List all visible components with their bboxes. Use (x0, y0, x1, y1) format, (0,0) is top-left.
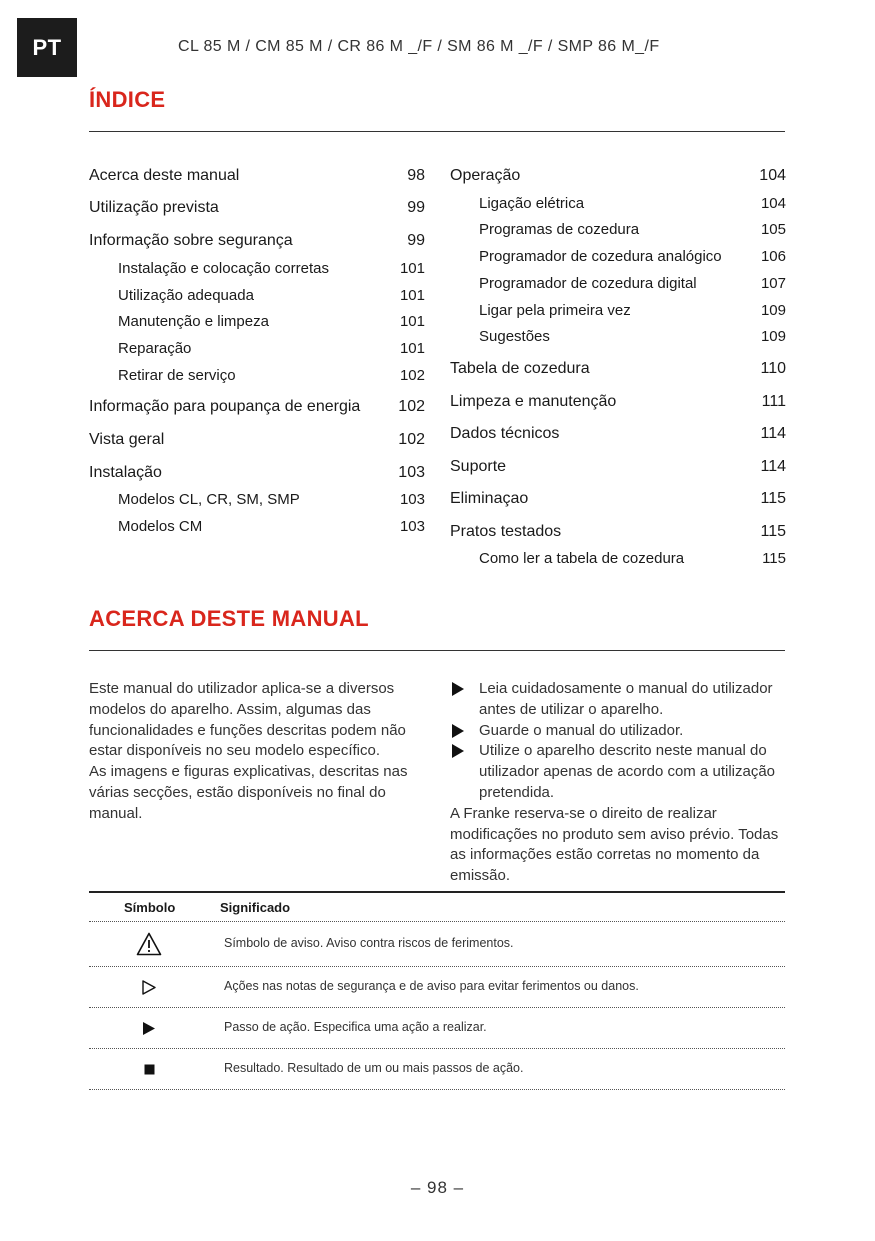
action-list (450, 679, 790, 887)
toc-entry-page: 101 (399, 340, 425, 357)
toc-entry-page: 103 (399, 491, 425, 508)
toc-entry-page: 98 (407, 167, 425, 184)
toc-entry-label: Retirar de serviço (118, 367, 236, 384)
toc-entry[interactable] (450, 523, 786, 541)
toc-entry-page: 109 (760, 328, 786, 345)
toc-entry-page: 109 (760, 302, 786, 319)
toc-entry-label: Instalação e colocação corretas (118, 260, 329, 277)
table-header (89, 893, 785, 921)
table-row (89, 1008, 785, 1048)
toc-entry-label: Programador de cozedura digital (479, 275, 697, 292)
toc-entry-label: Modelos CL, CR, SM, SMP (118, 491, 300, 508)
toc-entry-label: Sugestões (479, 328, 550, 345)
toc-entry-page: 104 (759, 167, 786, 184)
toc-subentry[interactable] (450, 550, 786, 567)
toc-entry-page: 99 (407, 232, 425, 249)
toc-entry[interactable] (450, 393, 786, 411)
toc-entry-label: Pratos testados (450, 523, 562, 540)
row-meaning: Símbolo de aviso. Aviso contra riscos de ferimentos. (224, 936, 514, 950)
toc-entry[interactable] (450, 425, 786, 443)
row-divider (89, 1089, 785, 1090)
warning-triangle-icon (136, 931, 162, 957)
about-divider (89, 650, 785, 651)
toc-subentry[interactable] (89, 313, 425, 330)
outline-triangle-icon (136, 979, 162, 995)
toc-entry-page: 102 (399, 367, 425, 384)
toc-entry-label: Instalação (89, 464, 162, 481)
toc-entry-page: 115 (762, 550, 786, 567)
toc-entry-label: Tabela de cozedura (450, 360, 590, 377)
toc-subentry[interactable] (450, 195, 786, 212)
toc-entry-page: 106 (760, 248, 786, 265)
toc-entry-label: Manutenção e limpeza (118, 313, 269, 330)
action-step (450, 679, 790, 721)
intro-paragraph: Este manual do utilizador aplica-se a diversos modelos do aparelho. Assim, algumas das funcionalidades e funções descritas podem não estar disponíveis no seu modelo específico. (89, 680, 406, 760)
toc-entry-label: Ligação elétrica (479, 195, 585, 212)
row-meaning: Passo de ação. Especifica uma ação a realizar. (224, 1020, 487, 1034)
toc-entry-page: 101 (399, 287, 425, 304)
toc-entry-label: Programador de cozedura analógico (479, 248, 722, 265)
toc-entry-label: Dados técnicos (450, 425, 560, 442)
toc-entry-page: 99 (407, 199, 425, 216)
toc-entry-page: 111 (761, 393, 786, 410)
action-step (450, 721, 790, 742)
table-row (89, 1049, 785, 1089)
toc-entry[interactable] (450, 167, 786, 185)
toc-entry-page: 101 (399, 260, 425, 277)
franke-notice: A Franke reserva-se o direito de realizar modificações no produto sem aviso prévio. Todas as informações estão corretas no momento da emissão. (450, 804, 779, 885)
toc-subentry[interactable] (89, 491, 425, 508)
model-list: CL 85 M / CM 85 M / CR 86 M _/F / SM 86 M _/F / SMP 86 M_/F (178, 38, 660, 55)
toc-entry-page: 110 (760, 360, 786, 377)
toc-entry-page: 102 (398, 431, 425, 448)
row-meaning: Ações nas notas de segurança e de aviso para evitar ferimentos ou danos. (224, 979, 639, 993)
filled-square-icon (136, 1061, 162, 1077)
toc-subentry[interactable] (450, 328, 786, 345)
toc-entry[interactable] (89, 232, 425, 250)
toc-entry-label: Acerca deste manual (89, 167, 240, 184)
toc-entry-label: Limpeza e manutenção (450, 393, 617, 410)
toc-entry[interactable] (450, 458, 786, 476)
toc-entry-label: Modelos CM (118, 518, 203, 535)
toc-subentry[interactable] (89, 340, 425, 357)
toc-entry-label: Informação sobre segurança (89, 232, 293, 249)
toc-entry-page: 115 (760, 490, 786, 507)
toc-entry-page: 114 (760, 425, 786, 442)
about-title: ACERCA DESTE MANUAL (89, 606, 369, 631)
action-step-text: Utilize o aparelho descrito neste manual do utilizador apenas de acordo com a utilização pretendida. (479, 742, 776, 801)
toc-entry[interactable] (450, 490, 786, 508)
toc-entry-label: Programas de cozedura (479, 221, 640, 238)
toc-entry-page: 104 (760, 195, 786, 212)
toc-entry-page: 105 (760, 221, 786, 238)
toc-entry-label: Informação para poupança de energia (89, 398, 361, 415)
toc-entry-label: Ligar pela primeira vez (479, 302, 631, 319)
action-step-icon (452, 724, 464, 738)
toc-entry[interactable] (89, 167, 425, 185)
table-row (89, 967, 785, 1007)
toc-entry-label: Reparação (118, 340, 192, 357)
toc-subentry[interactable] (450, 221, 786, 238)
toc-subentry[interactable] (89, 518, 425, 535)
table-row (89, 922, 785, 966)
toc-entry-label: Vista geral (89, 431, 165, 448)
action-step-icon (452, 744, 464, 758)
toc-subentry[interactable] (89, 367, 425, 384)
intro-text (89, 679, 419, 825)
toc-entry-page: 115 (760, 523, 786, 540)
toc-entry-label: Como ler a tabela de cozedura (479, 550, 685, 567)
header-meaning: Significado (220, 900, 291, 915)
toc-subentry[interactable] (450, 275, 786, 292)
toc-entry[interactable] (450, 360, 786, 378)
toc-entry-label: Utilização prevista (89, 199, 219, 216)
toc-entry-label: Eliminaçao (450, 490, 529, 507)
row-meaning: Resultado. Resultado de um ou mais passos de ação. (224, 1061, 524, 1075)
intro-paragraph: As imagens e figuras explicativas, descritas nas várias secções, estão disponíveis no final do manual. (89, 763, 408, 822)
toc-entry[interactable] (89, 464, 425, 482)
action-step-icon (452, 682, 464, 696)
toc-entry-label: Utilização adequada (118, 287, 254, 304)
index-divider (89, 131, 785, 132)
action-step-text: Guarde o manual do utilizador. (479, 721, 684, 739)
toc-subentry[interactable] (89, 260, 425, 277)
language-badge: PT (17, 18, 77, 77)
filled-triangle-icon (136, 1020, 162, 1036)
toc-entry-label: Operação (450, 167, 521, 184)
action-step (450, 741, 790, 803)
toc-entry[interactable] (89, 398, 425, 416)
toc-entry-page: 103 (399, 518, 425, 535)
index-title: ÍNDICE (89, 87, 166, 112)
toc-entry-page: 102 (398, 398, 425, 415)
header-symbol: Símbolo (124, 900, 176, 915)
toc-subentry[interactable] (89, 287, 425, 304)
toc-entry-page: 103 (398, 464, 425, 481)
toc-entry-page: 107 (760, 275, 786, 292)
action-step-text: Leia cuidadosamente o manual do utilizador antes de utilizar o aparelho. (479, 680, 773, 718)
page-number: – 98 – (410, 1178, 465, 1197)
toc-entry[interactable] (89, 199, 425, 217)
toc-entry-page: 114 (760, 458, 786, 475)
toc-subentry[interactable] (450, 302, 786, 319)
symbol-table (89, 891, 785, 1090)
toc-subentry[interactable] (450, 248, 786, 265)
toc-entry-label: Suporte (450, 458, 507, 475)
toc-entry-page: 101 (399, 313, 425, 330)
toc-entry[interactable] (89, 431, 425, 449)
